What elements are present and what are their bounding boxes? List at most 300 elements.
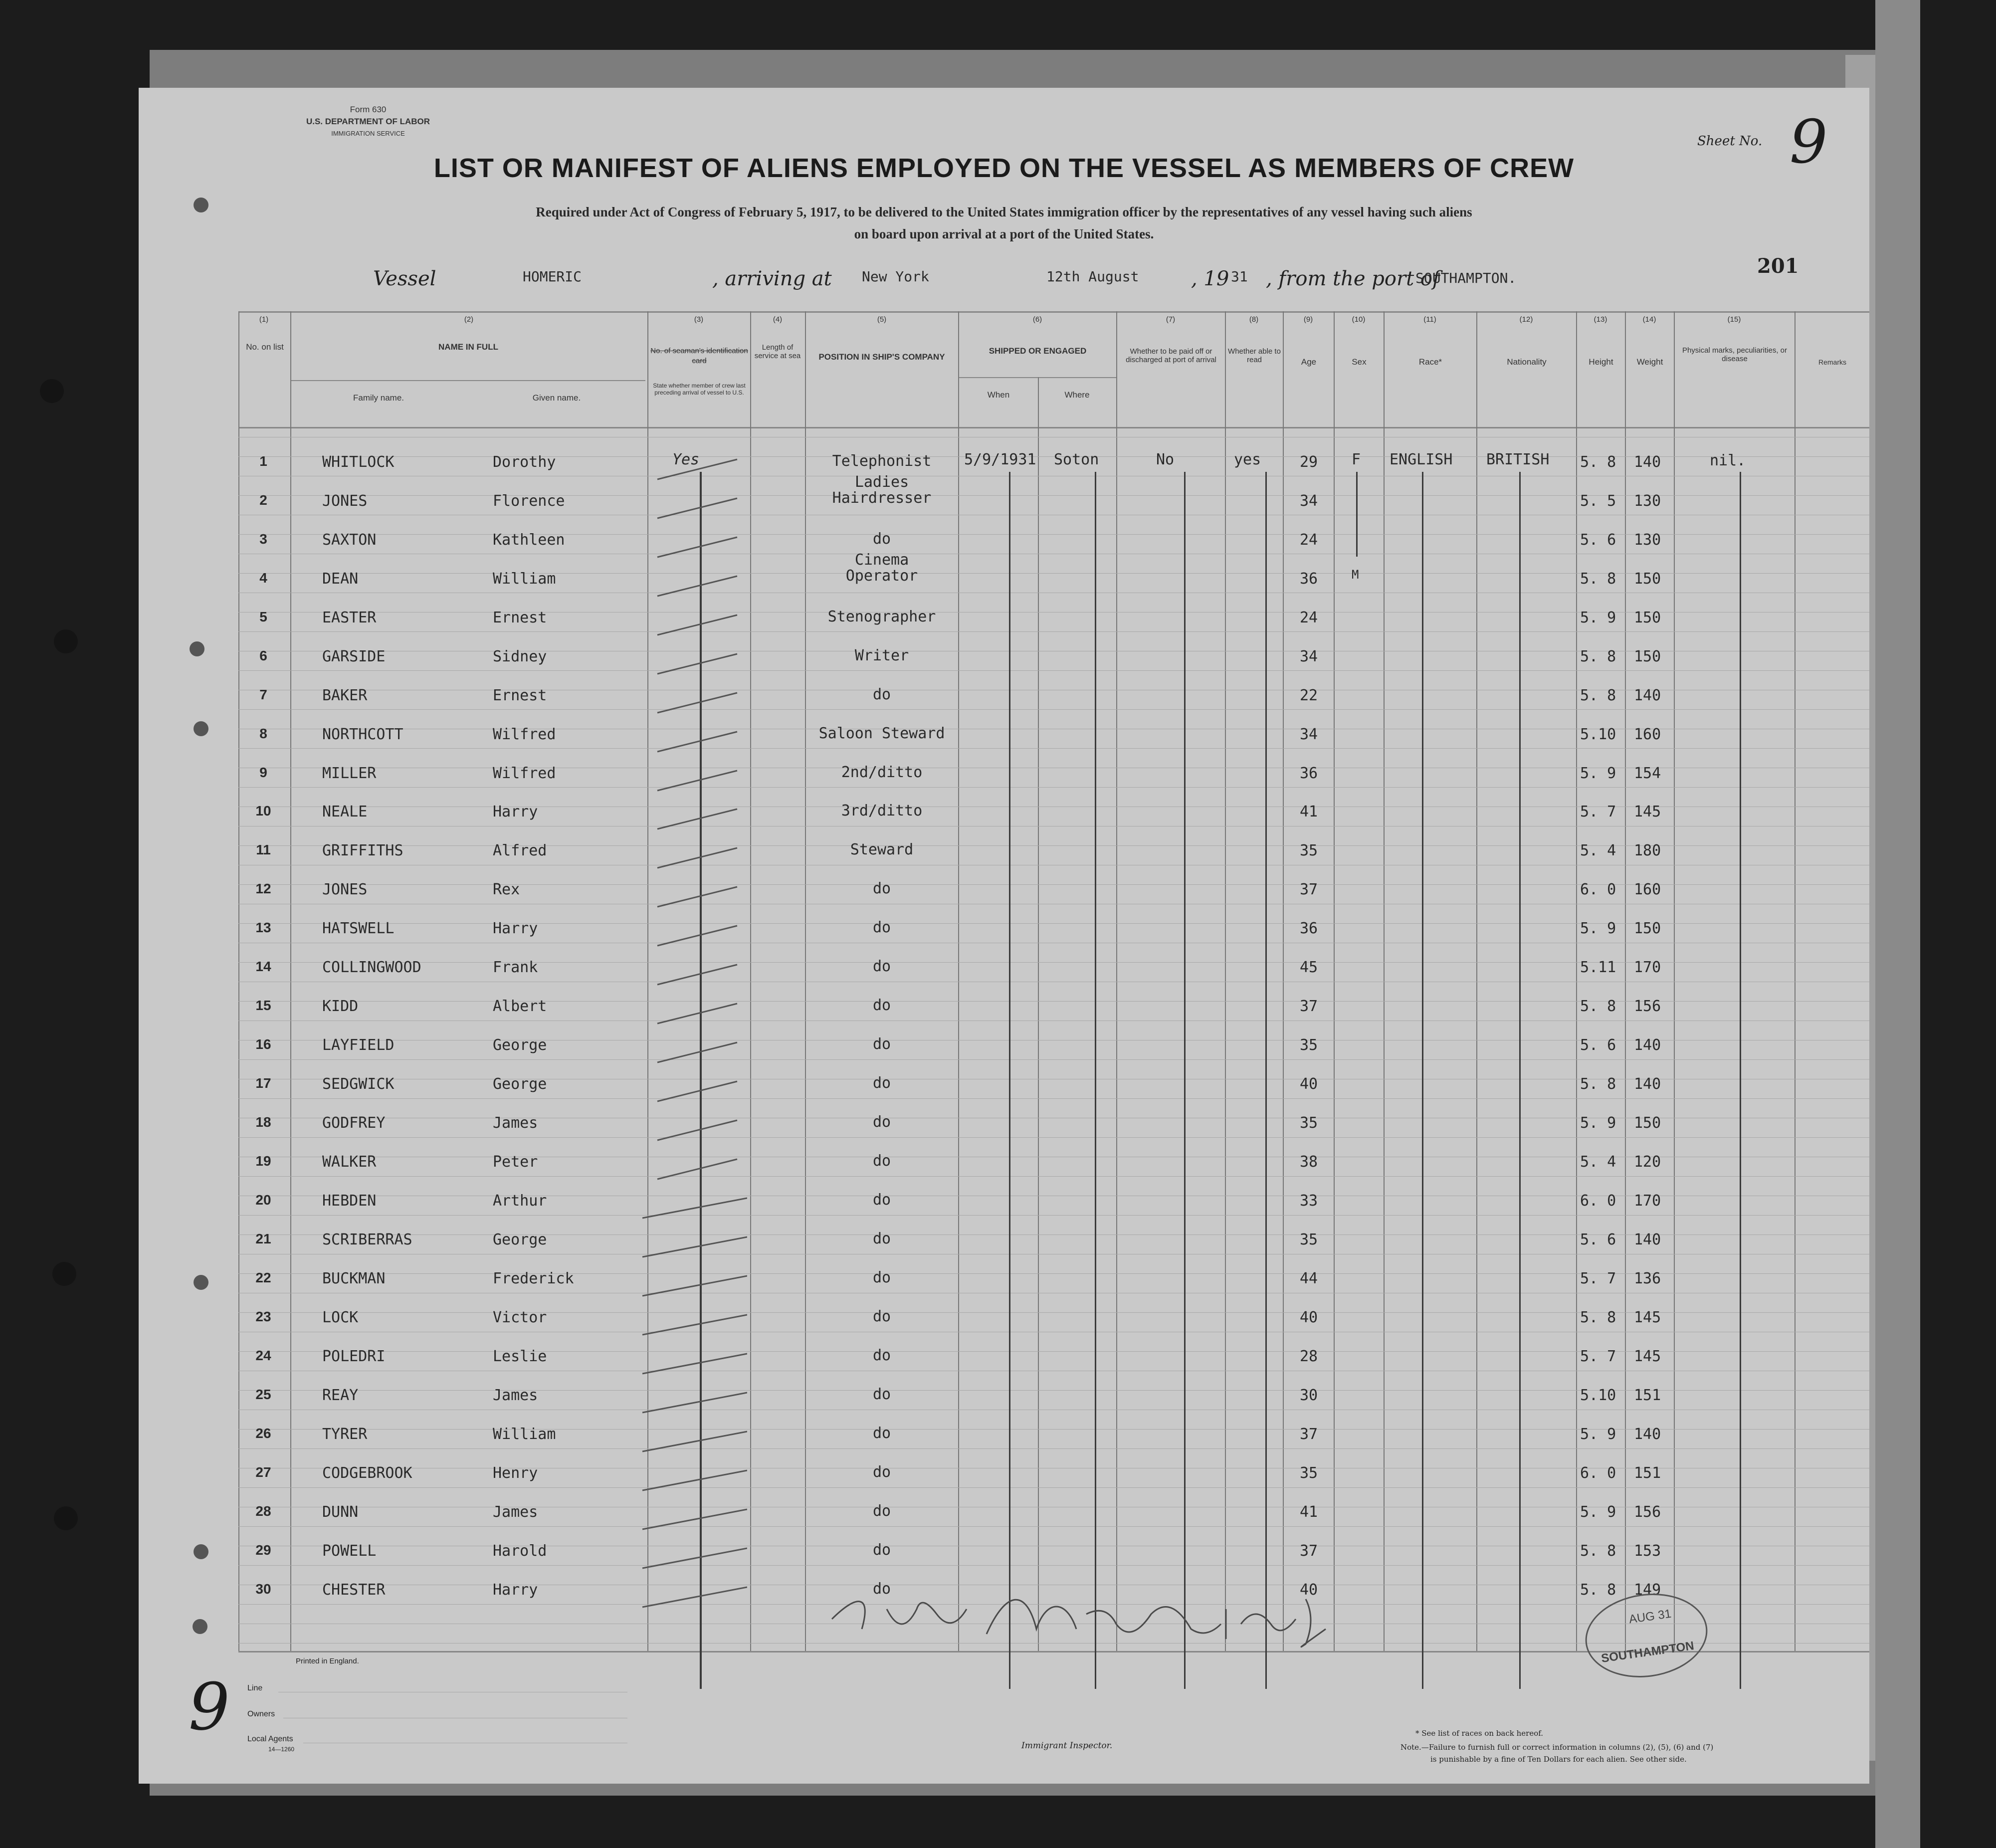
inspector-signature (827, 1589, 1356, 1654)
height: 5. 6 (1580, 1231, 1616, 1248)
paid-off: No (1156, 451, 1175, 468)
column-number: (13) (1594, 315, 1607, 324)
header-weight: Weight (1636, 357, 1663, 367)
weight: 150 (1634, 648, 1661, 665)
row-number: 25 (255, 1387, 271, 1402)
able-to-read: yes (1234, 451, 1261, 468)
column-number: (1) (259, 315, 269, 324)
column-number: (5) (877, 315, 887, 324)
weight: 140 (1634, 687, 1661, 704)
column-number: (15) (1727, 315, 1741, 324)
header-age: Age (1301, 357, 1317, 367)
height: 5. 7 (1580, 1270, 1616, 1287)
position: do (872, 1035, 891, 1053)
row-number: 12 (255, 881, 271, 896)
weight: 151 (1634, 1387, 1661, 1404)
column-number: (2) (464, 315, 474, 324)
given-name: Frederick (493, 1270, 574, 1287)
column-divider (1225, 311, 1226, 1651)
row-rule (238, 631, 1869, 632)
subtitle-line-1: Required under Act of Congress of February 5, 1917, to be delivered to the United States immigration officer by the representatives of any vessel having such aliens (536, 205, 1472, 219)
age: 24 (1299, 531, 1318, 549)
row-number: 16 (255, 1036, 271, 1052)
row-number: 3 (259, 531, 267, 547)
punch-hole (193, 1619, 207, 1634)
shipped-where: Soton (1054, 451, 1099, 468)
weight: 156 (1634, 998, 1661, 1015)
row-rule (238, 534, 1869, 535)
row-rule (238, 670, 1869, 671)
weight: 140 (1634, 453, 1661, 471)
age: 41 (1299, 1503, 1318, 1521)
arriving-label: , arriving at (712, 267, 832, 290)
row-rule (238, 1098, 1869, 1099)
weight: 140 (1634, 1426, 1661, 1443)
family-name: COLLINGWOOD (322, 959, 421, 976)
header-remarks: Remarks (1818, 358, 1846, 366)
age: 35 (1299, 1114, 1318, 1132)
height: 5. 8 (1580, 1542, 1616, 1560)
family-name: JONES (322, 881, 368, 898)
row-rule (238, 495, 1869, 496)
age: 40 (1299, 1075, 1318, 1093)
row-rule (238, 1390, 1869, 1391)
position: Cinema Operator (845, 551, 918, 585)
row-rule (238, 787, 1869, 788)
subtitle-line-2: on board upon arrival at a port of the United States. (854, 226, 1154, 241)
row-number: 19 (255, 1153, 271, 1169)
given-name: James (493, 1503, 538, 1521)
page-title: LIST OR MANIFEST OF ALIENS EMPLOYED ON THE VESSEL AS MEMBERS OF CREW (433, 153, 1575, 183)
age: 34 (1299, 648, 1318, 665)
age: 34 (1299, 726, 1318, 743)
inspector-label: Immigrant Inspector. (1021, 1741, 1113, 1751)
given-name: George (493, 1036, 547, 1054)
position: do (872, 958, 891, 975)
column-number: (11) (1423, 315, 1436, 324)
agents-code: 14—1260 (268, 1746, 295, 1753)
height: 6. 0 (1580, 1192, 1616, 1210)
family-name: GARSIDE (322, 648, 386, 665)
family-name: GODFREY (322, 1114, 386, 1132)
weight: 153 (1634, 1542, 1661, 1560)
age: 35 (1299, 1464, 1318, 1482)
age: 41 (1299, 803, 1318, 821)
row-rule (238, 1351, 1869, 1352)
header-shipped: SHIPPED OR ENGAGED (989, 346, 1087, 356)
given-name: Harry (493, 1581, 538, 1599)
given-name: Florence (493, 492, 565, 510)
weight: 120 (1634, 1153, 1661, 1171)
height: 5.10 (1580, 1387, 1616, 1404)
position: do (872, 919, 891, 936)
given-name: Arthur (493, 1192, 547, 1210)
column-number: (9) (1303, 315, 1313, 324)
weight: 150 (1634, 920, 1661, 937)
weight: 145 (1634, 1348, 1661, 1365)
row-rule (238, 1234, 1869, 1235)
row-number: 14 (255, 959, 271, 974)
ditto-line-marks (1740, 472, 1741, 1689)
column-number: (8) (1249, 315, 1259, 324)
row-number: 23 (255, 1309, 271, 1324)
family-name: SAXTON (322, 531, 377, 549)
row-rule (238, 612, 1869, 613)
fine-note-2: is punishable by a fine of Ten Dollars for each alien. See other side. (1430, 1755, 1687, 1764)
port-stamp (1580, 1586, 1713, 1685)
weight: 154 (1634, 765, 1661, 782)
position: Stenographer (827, 608, 936, 625)
position: do (872, 686, 891, 703)
height: 5. 4 (1580, 1153, 1616, 1171)
weight: 140 (1634, 1036, 1661, 1054)
header-nationality: Nationality (1507, 357, 1547, 367)
row-rule (238, 1059, 1869, 1060)
row-number: 1 (259, 453, 267, 469)
position: do (872, 1425, 891, 1442)
column-divider (1283, 311, 1284, 1651)
weight: 156 (1634, 1503, 1661, 1521)
height: 5. 8 (1580, 453, 1616, 471)
age: 38 (1299, 1153, 1318, 1171)
vessel-label: Vessel (373, 267, 436, 290)
position: Saloon Steward (818, 725, 945, 742)
column-number: (10) (1352, 315, 1366, 324)
header-no: No. on list (246, 342, 284, 352)
weight: 170 (1634, 1192, 1661, 1210)
header-when: When (987, 390, 1010, 400)
weight: 140 (1634, 1231, 1661, 1248)
position: do (872, 1113, 891, 1131)
row-number: 29 (255, 1542, 271, 1558)
age: 36 (1299, 765, 1318, 782)
age: 35 (1299, 1036, 1318, 1054)
line-label: Line (247, 1684, 263, 1692)
row-rule (238, 1526, 1869, 1527)
service: IMMIGRATION SERVICE (331, 130, 405, 137)
age: 34 (1299, 492, 1318, 510)
printed-in: Printed in England. (296, 1657, 359, 1665)
given-name: Frank (493, 959, 538, 976)
family-name: POLEDRI (322, 1348, 386, 1365)
position: do (872, 1347, 891, 1364)
column-number: (7) (1166, 315, 1176, 324)
header-position: POSITION IN SHIP'S COMPANY (818, 352, 945, 362)
position: Steward (850, 841, 914, 858)
height: 5. 8 (1580, 1075, 1616, 1093)
column-number: (6) (1032, 315, 1042, 324)
header-family: Family name. (353, 393, 404, 403)
age: 28 (1299, 1348, 1318, 1365)
row-number: 26 (255, 1426, 271, 1441)
arrival-date: 12th August (1046, 268, 1139, 285)
column-divider (290, 311, 291, 1651)
position: do (872, 1152, 891, 1170)
height: 5. 8 (1580, 687, 1616, 704)
position: do (872, 997, 891, 1014)
department: U.S. DEPARTMENT OF LABOR (306, 117, 430, 126)
family-name: LAYFIELD (322, 1036, 395, 1054)
age: 35 (1299, 842, 1318, 859)
family-name: POWELL (322, 1542, 377, 1560)
age: 30 (1299, 1387, 1318, 1404)
header-card: No. of seaman's identification card (650, 347, 748, 365)
height: 5. 9 (1580, 1426, 1616, 1443)
given-name: William (493, 1426, 556, 1443)
position: Telephonist (832, 452, 932, 470)
column-divider (1334, 311, 1335, 1651)
row-number: 5 (259, 609, 267, 624)
family-name: SEDGWICK (322, 1075, 395, 1093)
given-name: Henry (493, 1464, 538, 1482)
sheet-label: Sheet No. (1697, 134, 1763, 149)
position: do (872, 1386, 891, 1403)
manifest-page (139, 88, 1869, 1784)
row-rule (238, 962, 1869, 963)
family-name: BUCKMAN (322, 1270, 386, 1287)
row-number: 27 (255, 1464, 271, 1480)
column-number: (12) (1519, 315, 1533, 324)
binder-hole (54, 1506, 78, 1530)
weight: 160 (1634, 726, 1661, 743)
fine-note-1: Note.—Failure to furnish full or correct information in columns (2), (5), (6) and (7) (1400, 1743, 1714, 1752)
back-sheet (1875, 0, 1920, 1848)
column-divider (958, 311, 959, 1651)
weight: 150 (1634, 609, 1661, 626)
age: 33 (1299, 1192, 1318, 1210)
ditto-line-when (1009, 472, 1010, 1689)
header-name: NAME IN FULL (438, 342, 498, 352)
weight: 160 (1634, 881, 1661, 898)
stamp-place: SOUTHAMPTON (1600, 1639, 1695, 1665)
weight: 145 (1634, 803, 1661, 821)
height: 5. 7 (1580, 1348, 1616, 1365)
weight: 151 (1634, 1464, 1661, 1482)
position: 3rd/ditto (841, 802, 923, 820)
family-name: TYRER (322, 1426, 368, 1443)
height: 5. 9 (1580, 1114, 1616, 1132)
height: 5. 9 (1580, 920, 1616, 937)
header-paid: Whether to be paid off or discharged at port of arrival (1126, 347, 1216, 364)
height: 5. 9 (1580, 765, 1616, 782)
header-where: Where (1064, 390, 1090, 400)
family-name: DUNN (322, 1503, 359, 1521)
header-sex: Sex (1352, 357, 1367, 367)
card-yes: Yes (672, 451, 700, 468)
height: 5. 8 (1580, 1309, 1616, 1326)
position: do (872, 880, 891, 897)
arrival-year: 31 (1231, 268, 1248, 285)
family-name: EASTER (322, 609, 377, 626)
height: 5. 4 (1580, 842, 1616, 859)
row-rule (238, 1487, 1869, 1488)
position: do (872, 1269, 891, 1286)
name-subheader-rule (291, 380, 645, 381)
family-name: JONES (322, 492, 368, 510)
form-number: Form 630 (350, 105, 387, 114)
row-number: 9 (259, 765, 267, 780)
family-name: SCRIBERRAS (322, 1231, 412, 1248)
family-name: HEBDEN (322, 1192, 377, 1210)
column-divider (1674, 311, 1675, 1651)
family-name: KIDD (322, 998, 359, 1015)
column-divider (1625, 311, 1626, 1651)
punch-hole (194, 721, 208, 736)
column-divider (1576, 311, 1577, 1651)
given-name: George (493, 1231, 547, 1248)
position: do (872, 1308, 891, 1325)
race-note: * See list of races on back hereof. (1415, 1729, 1544, 1738)
ditto-line-where (1095, 472, 1096, 1689)
agents-label: Local Agents (247, 1735, 293, 1743)
age: 36 (1299, 920, 1318, 937)
header-given: Given name. (532, 393, 581, 403)
row-rule (238, 1448, 1869, 1449)
row-number: 2 (259, 492, 267, 508)
weight: 140 (1634, 1075, 1661, 1093)
column-number: (3) (694, 315, 704, 324)
height: 5. 8 (1580, 648, 1616, 665)
row-number: 10 (255, 803, 271, 819)
position: do (872, 1074, 891, 1092)
age: 37 (1299, 1426, 1318, 1443)
weight: 136 (1634, 1270, 1661, 1287)
position: do (872, 1502, 891, 1520)
position: do (872, 1580, 891, 1598)
weight: 180 (1634, 842, 1661, 859)
column-divider (1476, 311, 1477, 1651)
column-number: (14) (1642, 315, 1656, 324)
given-name: Leslie (493, 1348, 547, 1365)
given-name: Kathleen (493, 531, 565, 549)
row-number: 13 (255, 920, 271, 935)
given-name: Harold (493, 1542, 547, 1560)
given-name: Ernest (493, 687, 547, 704)
family-name: NEALE (322, 803, 368, 821)
owners-label: Owners (247, 1710, 275, 1718)
row-number: 15 (255, 998, 271, 1013)
height: 5. 7 (1580, 803, 1616, 821)
punch-hole (194, 1275, 208, 1290)
weight: 170 (1634, 959, 1661, 976)
family-name: NORTHCOTT (322, 726, 403, 743)
row-number: 30 (255, 1581, 271, 1597)
age: 29 (1299, 453, 1318, 471)
height: 5.10 (1580, 726, 1616, 743)
given-name: Sidney (493, 648, 547, 665)
ditto-line-paid (1184, 472, 1186, 1689)
row-rule (238, 1429, 1869, 1430)
row-number: 8 (259, 726, 267, 741)
family-name: BAKER (322, 687, 368, 704)
handwritten-sheet-number: 9 (189, 1669, 230, 1745)
height: 5. 8 (1580, 1581, 1616, 1599)
height: 5. 8 (1580, 998, 1616, 1015)
given-name: George (493, 1075, 547, 1093)
column-divider (1038, 377, 1039, 1651)
position: do (872, 1191, 891, 1209)
height: 5. 5 (1580, 492, 1616, 510)
row-rule (238, 1565, 1869, 1566)
height: 6. 0 (1580, 881, 1616, 898)
header-card-note: State whether member of crew last preceding arrival of vessel to U.S. (653, 382, 746, 396)
row-rule (238, 845, 1869, 846)
weight: 145 (1634, 1309, 1661, 1326)
column-divider (1384, 311, 1385, 1651)
sex-female: F (1352, 451, 1361, 468)
height: 5. 9 (1580, 1503, 1616, 1521)
family-name: GRIFFITHS (322, 842, 403, 859)
row-rule (238, 573, 1869, 574)
ditto-line-race (1422, 472, 1423, 1689)
binder-hole (40, 379, 64, 403)
row-rule (238, 923, 1869, 924)
vessel-name: HOMERIC (523, 268, 582, 285)
position: do (872, 1541, 891, 1559)
height: 6. 0 (1580, 1464, 1616, 1482)
punch-hole (190, 641, 204, 656)
position: do (872, 1230, 891, 1247)
height: 5. 9 (1580, 609, 1616, 626)
sheet-number: 9 (1790, 108, 1828, 177)
binder-hole (54, 629, 78, 653)
row-number: 7 (259, 687, 267, 702)
age: 44 (1299, 1270, 1318, 1287)
family-name: WHITLOCK (322, 453, 395, 471)
weight: 150 (1634, 1114, 1661, 1132)
column-divider (750, 311, 751, 1651)
from-label: , from the port of (1266, 267, 1440, 290)
ditto-line-sex-f (1356, 472, 1358, 557)
row-number: 17 (255, 1075, 271, 1091)
family-name: WALKER (322, 1153, 377, 1171)
height: 5. 6 (1580, 531, 1616, 549)
punch-hole (194, 1544, 208, 1559)
given-name: Victor (493, 1309, 547, 1326)
family-name: MILLER (322, 765, 377, 782)
given-name: Peter (493, 1153, 538, 1171)
ditto-line-read (1265, 472, 1267, 1689)
year-prefix: , 19 (1191, 267, 1229, 290)
row-rule (238, 748, 1869, 749)
stamp-date: AUG 31 (1628, 1607, 1672, 1627)
weight: 149 (1634, 1581, 1661, 1599)
departure-port: SOUTHAMPTON. (1415, 270, 1517, 286)
row-rule (238, 1273, 1869, 1274)
column-divider (1116, 311, 1117, 1651)
row-rule (238, 1312, 1869, 1313)
shipped-when: 5/9/1931 (964, 451, 1036, 468)
header-marks: Physical marks, peculiarities, or disease (1682, 346, 1788, 363)
row-number: 22 (255, 1270, 271, 1285)
row-number: 28 (255, 1503, 271, 1519)
column-number: (4) (773, 315, 783, 324)
family-name: CODGEBROOK (322, 1464, 412, 1482)
row-number: 20 (255, 1192, 271, 1208)
page-number: 201 (1757, 254, 1799, 278)
age: 24 (1299, 609, 1318, 626)
position: do (872, 530, 891, 548)
weight: 130 (1634, 531, 1661, 549)
age: 37 (1299, 881, 1318, 898)
row-rule (238, 709, 1869, 710)
given-name: James (493, 1114, 538, 1132)
weight: 150 (1634, 570, 1661, 588)
age: 35 (1299, 1231, 1318, 1248)
row-rule (238, 1176, 1869, 1177)
given-name: Albert (493, 998, 547, 1015)
age: 45 (1299, 959, 1318, 976)
